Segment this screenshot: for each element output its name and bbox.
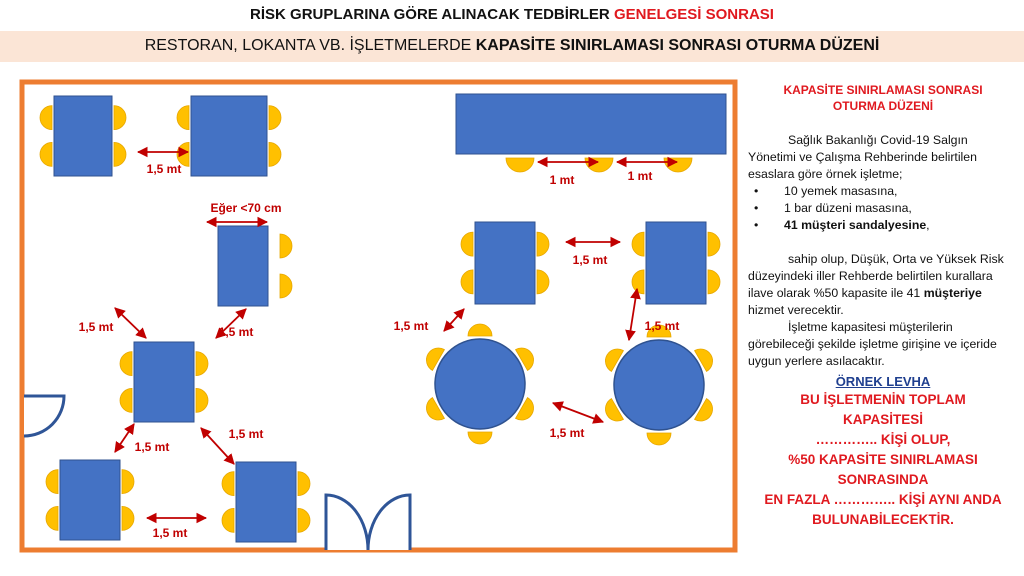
distance-label: 1 mt — [549, 173, 575, 187]
chair — [468, 324, 492, 336]
chair — [269, 142, 281, 166]
sample-sign-line: BULUNABİLECEKTİR. — [812, 512, 954, 527]
distance-label: 1,5 mt — [572, 253, 608, 267]
table — [646, 222, 706, 304]
sample-sign-line: EN FAZLA ………….. KİŞİ AYNI ANDA — [764, 492, 1002, 507]
chair — [114, 106, 126, 130]
chair — [647, 433, 671, 445]
distance-label: 1,5 mt — [644, 319, 680, 333]
distance-arrow — [553, 403, 603, 422]
chair — [280, 274, 292, 298]
chair — [196, 388, 208, 412]
info-list-item-bold: 41 müşteri sandalyesine — [784, 218, 927, 232]
chair — [506, 158, 534, 172]
subtitle-bold: KAPASİTE SINIRLAMASI SONRASI OTURMA DÜZENİ — [475, 37, 880, 54]
chair — [222, 508, 234, 532]
table — [191, 96, 267, 176]
chair — [46, 506, 58, 530]
info-list-item: • 1 bar düzeni masasına, — [748, 200, 1018, 217]
chair — [40, 142, 52, 166]
sample-sign-line: KAPASİTESİ — [842, 412, 923, 427]
info-panel — [748, 82, 1018, 530]
chair — [269, 106, 281, 130]
distance-label: 1,5 mt — [549, 426, 585, 440]
chair — [196, 352, 208, 376]
distance-label: 1,5 mt — [78, 320, 114, 334]
table — [134, 342, 194, 422]
distance-label: 1,5 mt — [393, 319, 429, 333]
info-paragraph-2-tail: hizmet verecektir. — [748, 303, 844, 317]
info-list-item — [748, 217, 1018, 234]
distance-label: 1,5 mt — [228, 427, 264, 441]
chair — [537, 270, 549, 294]
chair — [664, 158, 692, 172]
table — [456, 94, 726, 154]
distance-arrow — [115, 308, 146, 338]
info-list — [748, 183, 1018, 234]
distance-label: 1,5 mt — [218, 325, 254, 339]
chair — [537, 232, 549, 256]
info-paragraph-2-bold: müşteriye — [923, 286, 982, 300]
info-list-item: • 10 yemek masasına, — [748, 183, 1018, 200]
table — [475, 222, 535, 304]
sample-sign-line: %50 KAPASİTE SINIRLAMASI — [788, 452, 978, 467]
distance-label: 1,5 mt — [146, 162, 182, 176]
sample-sign-line: BU İŞLETMENİN TOPLAM — [800, 392, 966, 407]
door — [326, 495, 368, 550]
sample-sign-line: ………….. KİŞİ OLUP, — [815, 432, 951, 447]
sample-sign-line: SONRASINDA — [837, 472, 929, 487]
chair — [708, 270, 720, 294]
info-paragraph-2 — [748, 251, 1018, 319]
subtitle-normal: RESTORAN, LOKANTA VB. İŞLETMELERDE — [144, 37, 472, 54]
distance-arrow — [629, 289, 637, 340]
chair — [120, 388, 132, 412]
info-paragraph-2-text: sahip olup, Düşük, Orta ve Yüksek Risk düzeyindeki iller Rehberde belirtilen kurallara ilave olarak %50 kapasite ile 41 — [748, 252, 1004, 300]
door — [368, 495, 410, 550]
table — [236, 462, 296, 542]
round-table — [435, 339, 525, 429]
chair — [114, 142, 126, 166]
distance-label: Eğer <70 cm — [210, 201, 282, 215]
distance-arrow — [115, 424, 134, 452]
chair — [468, 432, 492, 444]
chair — [177, 106, 189, 130]
main-title-black: RİSK GRUPLARINA GÖRE ALINACAK TEDBİRLER — [250, 6, 610, 23]
chair — [708, 232, 720, 256]
door — [24, 396, 64, 436]
chair — [222, 472, 234, 496]
info-heading-line2: OTURMA DÜZENİ — [832, 99, 934, 113]
table — [54, 96, 112, 176]
chair — [461, 232, 473, 256]
chair — [122, 506, 134, 530]
table — [60, 460, 120, 540]
chair — [46, 470, 58, 494]
sample-sign-title: ÖRNEK LEVHA — [835, 374, 931, 389]
info-paragraph-1: Sağlık Bakanlığı Covid-19 Salgın Yönetimi ve Çalışma Rehberinde belirtilen esaslara göre örnek işletme; — [748, 133, 977, 181]
sample-sign — [748, 373, 1018, 530]
chair — [461, 270, 473, 294]
chair — [122, 470, 134, 494]
info-heading-line1: KAPASİTE SINIRLAMASI SONRASI — [783, 83, 983, 97]
chair — [585, 158, 613, 172]
chair — [632, 232, 644, 256]
round-table — [614, 340, 704, 430]
chair — [120, 352, 132, 376]
distance-label: 1,5 mt — [134, 440, 170, 454]
distance-label: 1 mt — [627, 169, 653, 183]
info-paragraph-3: İşletme kapasitesi müşterilerin görebileceği şekilde işletme girişine ve içeride uygun yerlere asılacaktır. — [748, 320, 997, 368]
chair — [298, 472, 310, 496]
chair — [298, 508, 310, 532]
distance-arrow — [444, 309, 464, 331]
chair — [632, 270, 644, 294]
info-list-item-tail: , — [926, 218, 930, 232]
distance-label: 1,5 mt — [152, 526, 188, 540]
chair — [280, 234, 292, 258]
main-title-red: GENELGESİ SONRASI — [613, 6, 774, 23]
table — [218, 226, 268, 306]
chair — [40, 106, 52, 130]
info-heading — [748, 82, 1018, 114]
